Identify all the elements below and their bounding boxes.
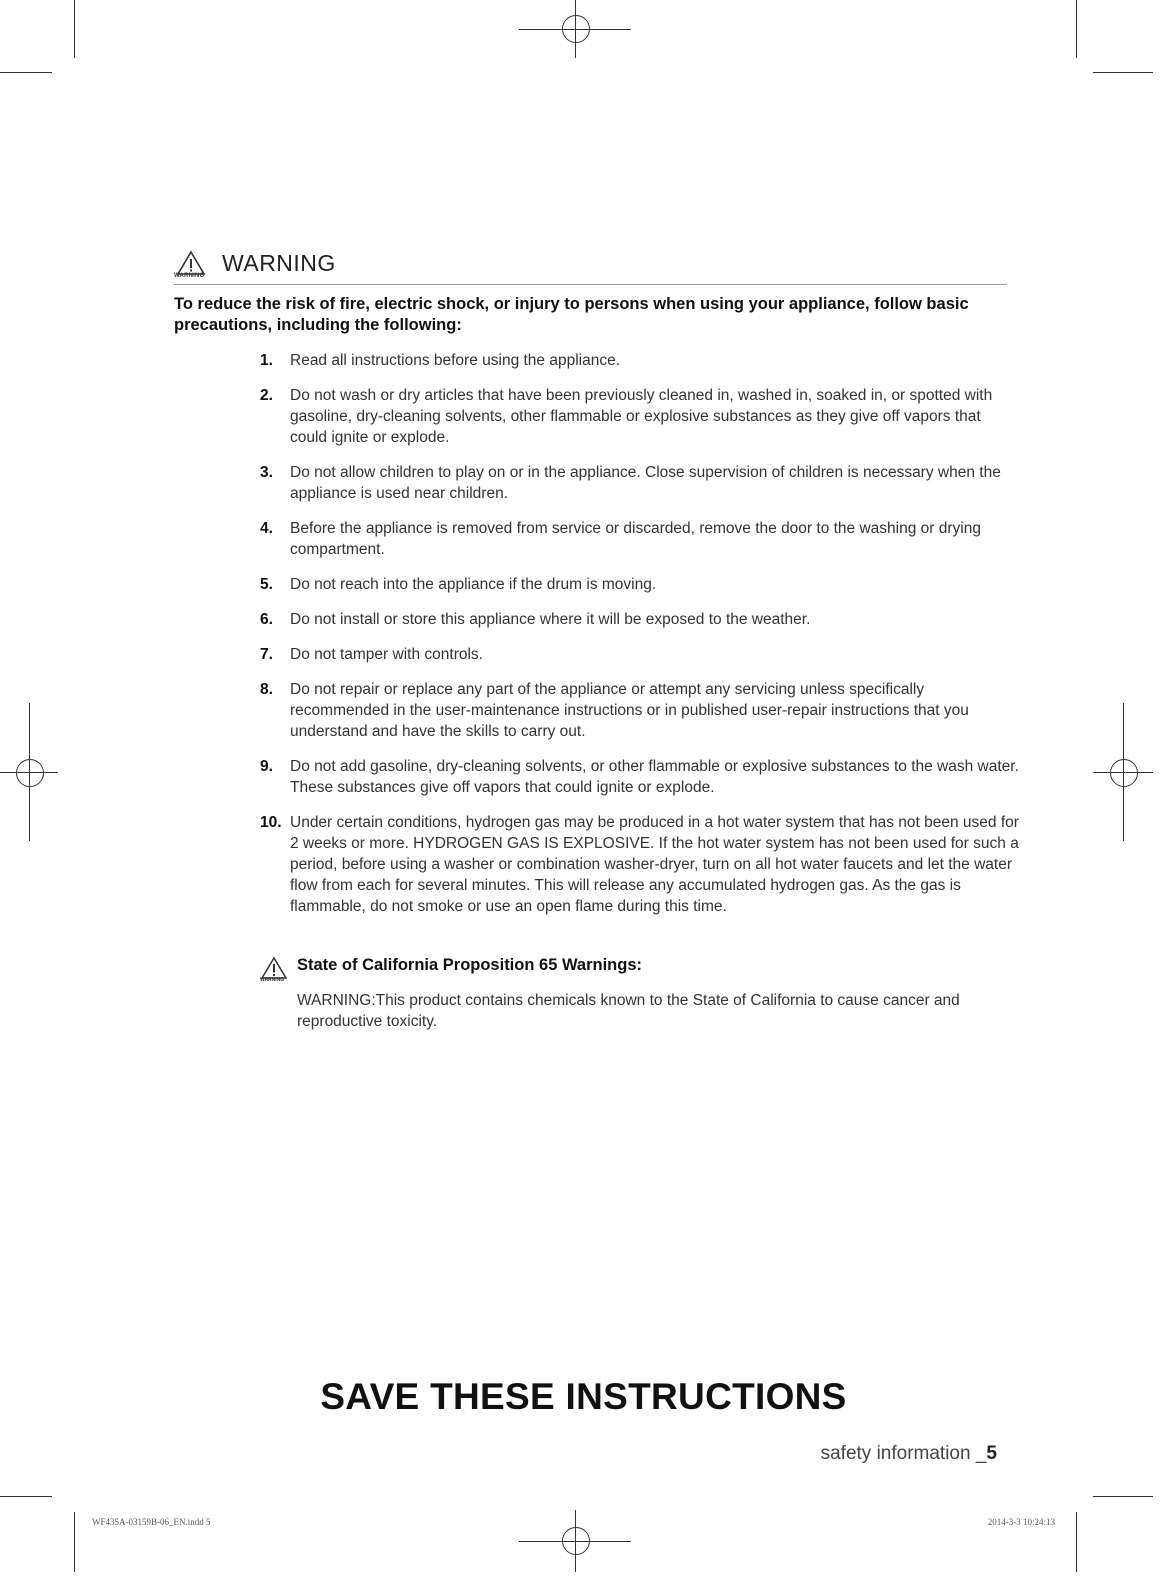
prop65-text: WARNING:This product contains chemicals known to the State of California to cause cancer and reproductive toxicity. [297, 992, 960, 1030]
precaution-number: 10. [260, 814, 282, 831]
precaution-number: 4. [260, 520, 273, 537]
print-slug-timestamp: 2014-3-3 10:24:13 [987, 1517, 1055, 1527]
warning-title: WARNING [222, 250, 336, 276]
precaution-text: Do not tamper with controls. [290, 646, 483, 663]
save-instructions-heading: SAVE THESE INSTRUCTIONS [320, 1376, 847, 1417]
precaution-text: Before the appliance is removed from service or discarded, remove the door to the washing or drying compartment. [290, 520, 981, 558]
intro-text: To reduce the risk of fire, electric shock, or injury to persons when using your appliance, follow basic precautions, including the following: [174, 295, 969, 334]
precaution-number: 7. [260, 646, 273, 663]
registration-mark-right [1093, 703, 1153, 841]
precaution-text: Do not allow children to play on or in the appliance. Close supervision of children is necessary when the appliance is used near children. [290, 464, 1001, 502]
precaution-number: 2. [260, 387, 273, 404]
crop-mark [1076, 0, 1077, 58]
warning-icon-label: WARNING [174, 273, 205, 279]
registration-mark-top [519, 0, 631, 58]
precaution-item [260, 574, 1020, 595]
precaution-item [260, 812, 1020, 917]
precaution-text: Do not install or store this appliance where it will be exposed to the weather. [290, 611, 811, 628]
warning-heading [174, 250, 1007, 285]
precaution-number: 5. [260, 576, 273, 593]
footer-section-label: safety information _ [820, 1443, 987, 1464]
crop-mark [1093, 72, 1153, 73]
crop-mark [74, 1512, 75, 1572]
precaution-text: Do not repair or replace any part of the appliance or attempt any servicing unless specifically recommended in the user-maintenance instructions or in published user-repair instructions that you understand and have the skills to carry out. [290, 681, 969, 740]
precaution-number: 3. [260, 464, 273, 481]
precaution-item [260, 518, 1020, 560]
precaution-item [260, 609, 1020, 630]
precaution-item [260, 350, 1020, 371]
crop-mark [0, 1496, 52, 1497]
page-footer [821, 1443, 997, 1465]
registration-mark-bottom [519, 1510, 631, 1572]
page-number: 5 [986, 1443, 997, 1464]
prop65-icon-label: WARNING [260, 977, 285, 983]
precaution-item [260, 385, 1020, 448]
precaution-text: Read all instructions before using the appliance. [290, 352, 621, 369]
precaution-number: 1. [260, 352, 273, 369]
precaution-item [260, 644, 1020, 665]
crop-mark [1093, 1496, 1153, 1497]
precaution-item [260, 756, 1020, 798]
crop-mark [0, 72, 52, 73]
prop65-title: State of California Proposition 65 Warnings: [297, 956, 643, 974]
precaution-item [260, 679, 1020, 742]
precaution-item [260, 462, 1020, 504]
registration-mark-left [0, 703, 58, 841]
precaution-number: 9. [260, 758, 273, 775]
precautions-list [260, 350, 1020, 931]
precaution-text: Do not reach into the appliance if the drum is moving. [290, 576, 657, 593]
precaution-number: 8. [260, 681, 273, 698]
crop-mark [1076, 1512, 1077, 1572]
crop-mark [74, 0, 75, 58]
precaution-text: Do not add gasoline, dry-cleaning solvents, or other flammable or explosive substances to the wash water. These substances give off vapors that could ignite or explode. [290, 758, 1019, 796]
precaution-text: Do not wash or dry articles that have been previously cleaned in, washed in, soaked in, or spotted with gasoline, dry-cleaning solvents, other flammable or explosive substances as they give off vapors that could ignite or explode. [290, 387, 993, 446]
print-slug-file: WF435A-03159B-06_EN.indd 5 [92, 1517, 211, 1527]
precaution-text: Under certain conditions, hydrogen gas may be produced in a hot water system that has not been used for 2 weeks or more. HYDROGEN GAS IS EXPLOSIVE. If the hot water system has not been used for such a period, before using a washer or combination washer-dryer, turn on all hot water faucets and let the water flow from each for several minutes. This will release any accumulated hydrogen gas. As the gas is flammable, do not smoke or use an open flame during this time. [290, 814, 1019, 915]
precaution-number: 6. [260, 611, 273, 628]
